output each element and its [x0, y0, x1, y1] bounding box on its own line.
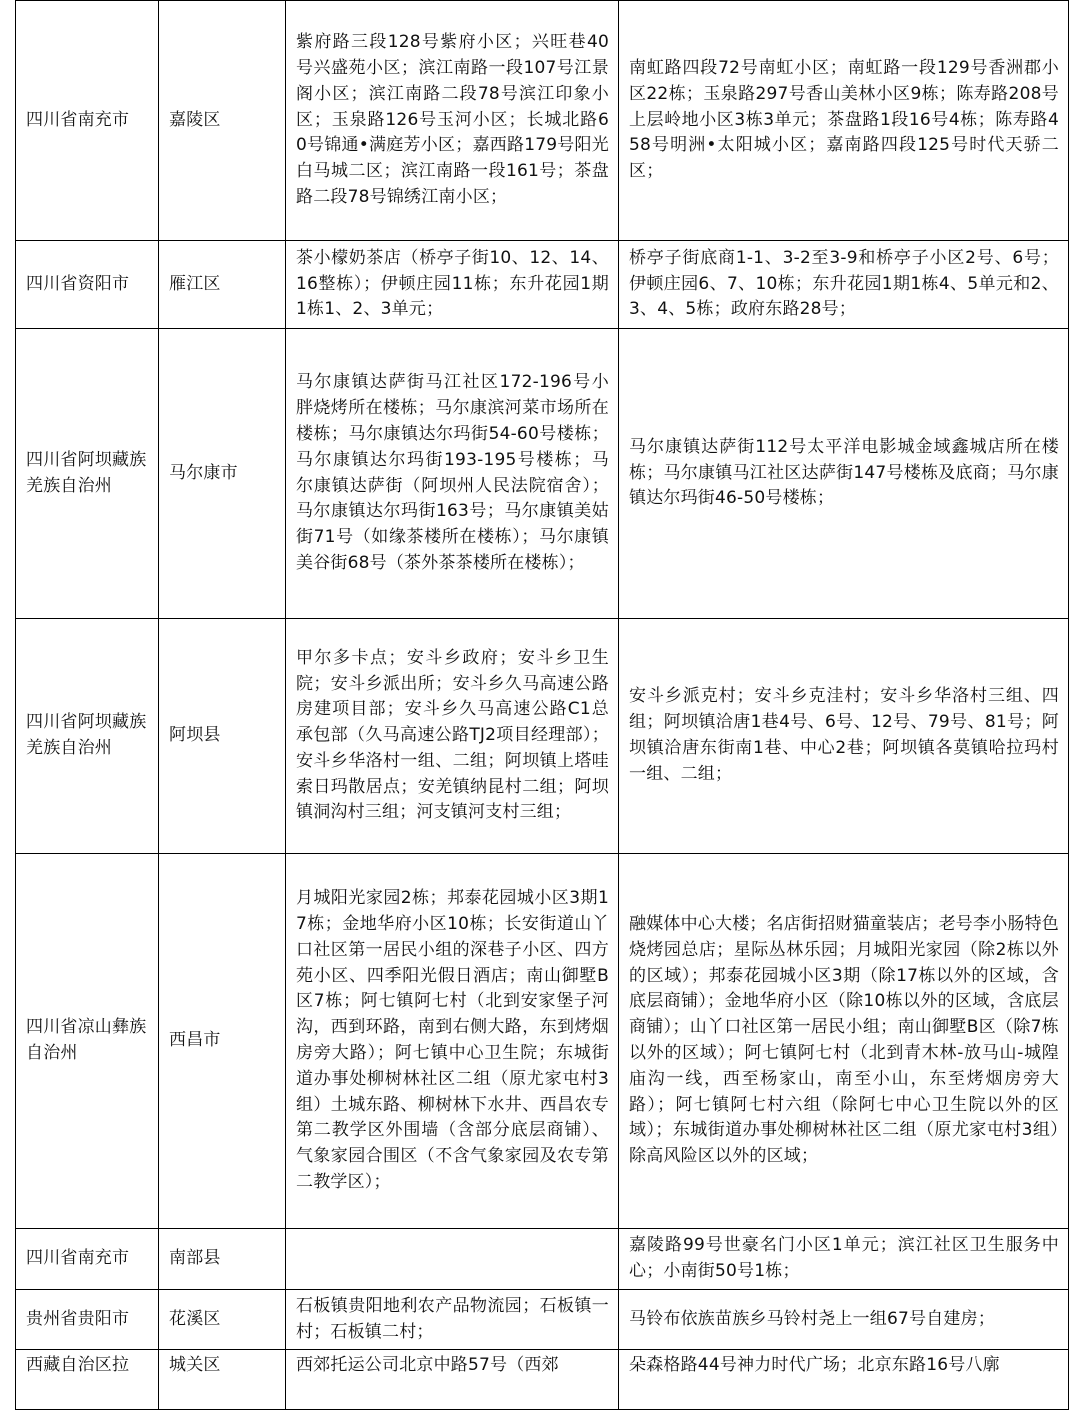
high-risk-cell [286, 1229, 619, 1290]
medium-risk-cell: 朵森格路44号神力时代广场；北京东路16号八廓 [619, 1350, 1069, 1410]
high-risk-cell: 月城阳光家园2栋；邦泰花园城小区3期17栋；金地华府小区10栋；长安街道山丫口社区第一居民小组的深巷子小区、四方苑小区、四季阳光假日酒店；南山御墅B区7栋；阿七镇阿七村（北到安家堡子河沟，西到环路，南到右侧大路，东到烤烟房旁大路）；阿七镇中心卫生院；东城街道办事处柳树林社区二组（原尤家屯村3组）土城东路、柳树林下水井、西昌农专第二教学区外围墙（含部分底层商铺）、气象家园合围区（不含气象家园及农专第二教学区）； [286, 854, 619, 1229]
region-cell: 四川省资阳市 [16, 241, 159, 329]
district-cell: 嘉陵区 [159, 1, 286, 241]
region-cell: 西藏自治区拉 [16, 1350, 159, 1410]
district-cell: 南部县 [159, 1229, 286, 1290]
medium-risk-cell: 南虹路四段72号南虹小区；南虹路一段129号香洲郡小区22栋；玉泉路297号香山美林小区9栋；陈寿路208号上层岭地小区3栋3单元；茶盘路1段16号4栋；陈寿路458号明洲•太阳城小区；嘉南路四段125号时代天骄二区； [619, 1, 1069, 241]
region-cell: 四川省南充市 [16, 1229, 159, 1290]
medium-risk-cell: 马铃布依族苗族乡马铃村尧上一组67号自建房； [619, 1290, 1069, 1350]
district-cell: 花溪区 [159, 1290, 286, 1350]
high-risk-cell: 马尔康镇达萨街马江社区172-196号小胖烧烤所在楼栋；马尔康滨河菜市场所在楼栋；马尔康镇达尔玛街54-60号楼栋；马尔康镇达尔玛街193-195号楼栋；马尔康镇达萨街（阿坝州人民法院宿舍）；马尔康镇达尔玛街163号；马尔康镇美姑街71号（如缘茶楼所在楼栋）；马尔康镇美谷街68号（茶外茶茶楼所在楼栋）； [286, 329, 619, 619]
high-risk-cell: 石板镇贵阳地利农产品物流园；石板镇一村；石板镇二村； [286, 1290, 619, 1350]
table-row [16, 1229, 1069, 1290]
table-row [16, 854, 1069, 1229]
table-row [16, 329, 1069, 619]
table-row [16, 619, 1069, 854]
high-risk-cell: 茶小檬奶茶店（桥亭子街10、12、14、16整栋）；伊顿庄园11栋；东升花园1期1栋1、2、3单元； [286, 241, 619, 329]
region-cell: 贵州省贵阳市 [16, 1290, 159, 1350]
district-cell: 城关区 [159, 1350, 286, 1410]
table-row [16, 241, 1069, 329]
high-risk-cell: 甲尔多卡点；安斗乡政府；安斗乡卫生院；安斗乡派出所；安斗乡久马高速公路房建项目部；安斗乡久马高速公路C1总承包部（久马高速公路TJ2项目经理部）；安斗乡华洛村一组、二组；阿坝镇上塔哇索日玛散居点；安羌镇纳昆村二组；阿坝镇洞沟村三组；河支镇河支村三组； [286, 619, 619, 854]
risk-area-table [15, 0, 1069, 1410]
table-row [16, 1350, 1069, 1410]
region-cell: 四川省凉山彝族自治州 [16, 854, 159, 1229]
region-cell: 四川省阿坝藏族羌族自治州 [16, 619, 159, 854]
district-cell: 西昌市 [159, 854, 286, 1229]
medium-risk-cell: 融媒体中心大楼；名店街招财猫童装店；老号李小肠特色烧烤园总店；星际丛林乐园；月城阳光家园（除2栋以外的区域）；邦泰花园城小区3期（除17栋以外的区域，含底层商铺）；金地华府小区（除10栋以外的区域，含底层商铺）；山丫口社区第一居民小组；南山御墅B区（除7栋以外的区域）；阿七镇阿七村（北到青木林-放马山-城隍庙沟一线，西至杨家山，南至小山，东至烤烟房旁大路）；阿七镇阿七村六组（除阿七中心卫生院以外的区域）；东城街道办事处柳树林社区二组（原尤家屯村3组）除高风险区以外的区域； [619, 854, 1069, 1229]
medium-risk-cell: 安斗乡派克村；安斗乡克洼村；安斗乡华洛村三组、四组；阿坝镇洽唐1巷4号、6号、12号、79号、81号；阿坝镇洽唐东街南1巷、中心2巷；阿坝镇各莫镇哈拉玛村一组、二组； [619, 619, 1069, 854]
region-cell: 四川省南充市 [16, 1, 159, 241]
region-cell: 四川省阿坝藏族羌族自治州 [16, 329, 159, 619]
district-cell: 雁江区 [159, 241, 286, 329]
medium-risk-cell: 桥亭子街底商1-1、3-2至3-9和桥亭子小区2号、6号；伊顿庄园6、7、10栋；东升花园1期1栋4、5单元和2、3、4、5栋；政府东路28号； [619, 241, 1069, 329]
high-risk-cell: 西郊托运公司北京中路57号（西郊 [286, 1350, 619, 1410]
table-row [16, 1290, 1069, 1350]
high-risk-cell: 紫府路三段128号紫府小区；兴旺巷40号兴盛苑小区；滨江南路一段107号江景阁小区；滨江南路二段78号滨江印象小区；玉泉路126号玉河小区；长城北路60号锦通•满庭芳小区；嘉西路179号阳光白马城二区；滨江南路一段161号；茶盘路二段78号锦绣江南小区； [286, 1, 619, 241]
medium-risk-cell: 马尔康镇达萨街112号太平洋电影城金域鑫城店所在楼栋；马尔康镇马江社区达萨街147号楼栋及底商；马尔康镇达尔玛街46-50号楼栋； [619, 329, 1069, 619]
district-cell: 阿坝县 [159, 619, 286, 854]
medium-risk-cell: 嘉陵路99号世豪名门小区1单元；滨江社区卫生服务中心；小南街50号1栋； [619, 1229, 1069, 1290]
table-row [16, 1, 1069, 241]
district-cell: 马尔康市 [159, 329, 286, 619]
